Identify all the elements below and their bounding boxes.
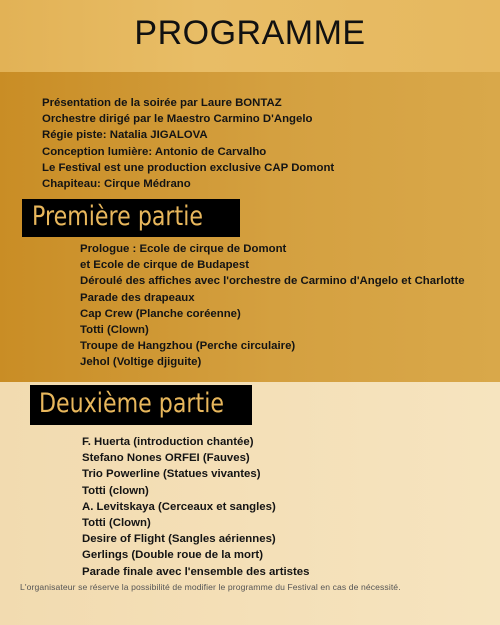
credits-list <box>42 95 334 192</box>
act-item: Cap Crew (Planche coréenne) <box>80 307 241 320</box>
act-item: et Ecole de cirque de Budapest <box>80 259 250 272</box>
act-item: Trio Powerline (Statues vivantes) <box>82 468 261 481</box>
act-item: Parade finale avec l'ensemble des artistes <box>82 565 310 578</box>
act-item: Desire of Flight (Sangles aériennes) <box>82 533 276 546</box>
act-item: Totti (Clown) <box>80 324 149 337</box>
act-item: Stefano Nones ORFEI (Fauves) <box>82 452 250 465</box>
act-item: Prologue : Ecole de cirque de Domont <box>80 243 287 255</box>
credit-line: Présentation de la soirée par Laure BONTAZ <box>42 97 282 109</box>
page-title: PROGRAMME <box>134 14 366 52</box>
act-item: Parade des drapeaux <box>80 291 195 304</box>
act-item: Déroulé des affiches avec l'orchestre de Carmino d'Angelo et Charlotte <box>80 275 465 288</box>
act-item: Troupe de Hangzhou (Perche circulaire) <box>80 340 296 353</box>
act-item: A. Levitskaya (Cerceaux et sangles) <box>82 500 276 513</box>
part1-acts-list <box>80 241 465 371</box>
act-item: Totti (clown) <box>82 484 149 497</box>
act-item: Jehol (Voltige djiguite) <box>80 356 202 369</box>
part1-heading: Première partie <box>32 201 203 232</box>
part2-acts-list <box>82 434 309 580</box>
credit-line: Chapiteau: Cirque Médrano <box>42 178 191 191</box>
disclaimer-note: L'organisateur se réserve la possibilité de modifier le programme du Festival en cas de nécessité. <box>20 582 401 592</box>
credit-line: Orchestre dirigé par le Maestro Carmino D'Angelo <box>42 113 313 126</box>
credit-line: Conception lumière: Antonio de Carvalho <box>42 145 267 158</box>
part2-heading-banner <box>30 385 252 425</box>
act-item: Totti (Clown) <box>82 517 151 530</box>
credit-line: Régie piste: Natalia JIGALOVA <box>42 129 208 142</box>
act-item: F. Huerta (introduction chantée) <box>82 436 254 448</box>
part2-heading: Deuxième partie <box>39 388 224 419</box>
act-item: Gerlings (Double roue de la mort) <box>82 549 264 562</box>
part1-heading-banner <box>22 199 240 237</box>
credit-line: Le Festival est une production exclusive CAP Domont <box>42 161 335 174</box>
